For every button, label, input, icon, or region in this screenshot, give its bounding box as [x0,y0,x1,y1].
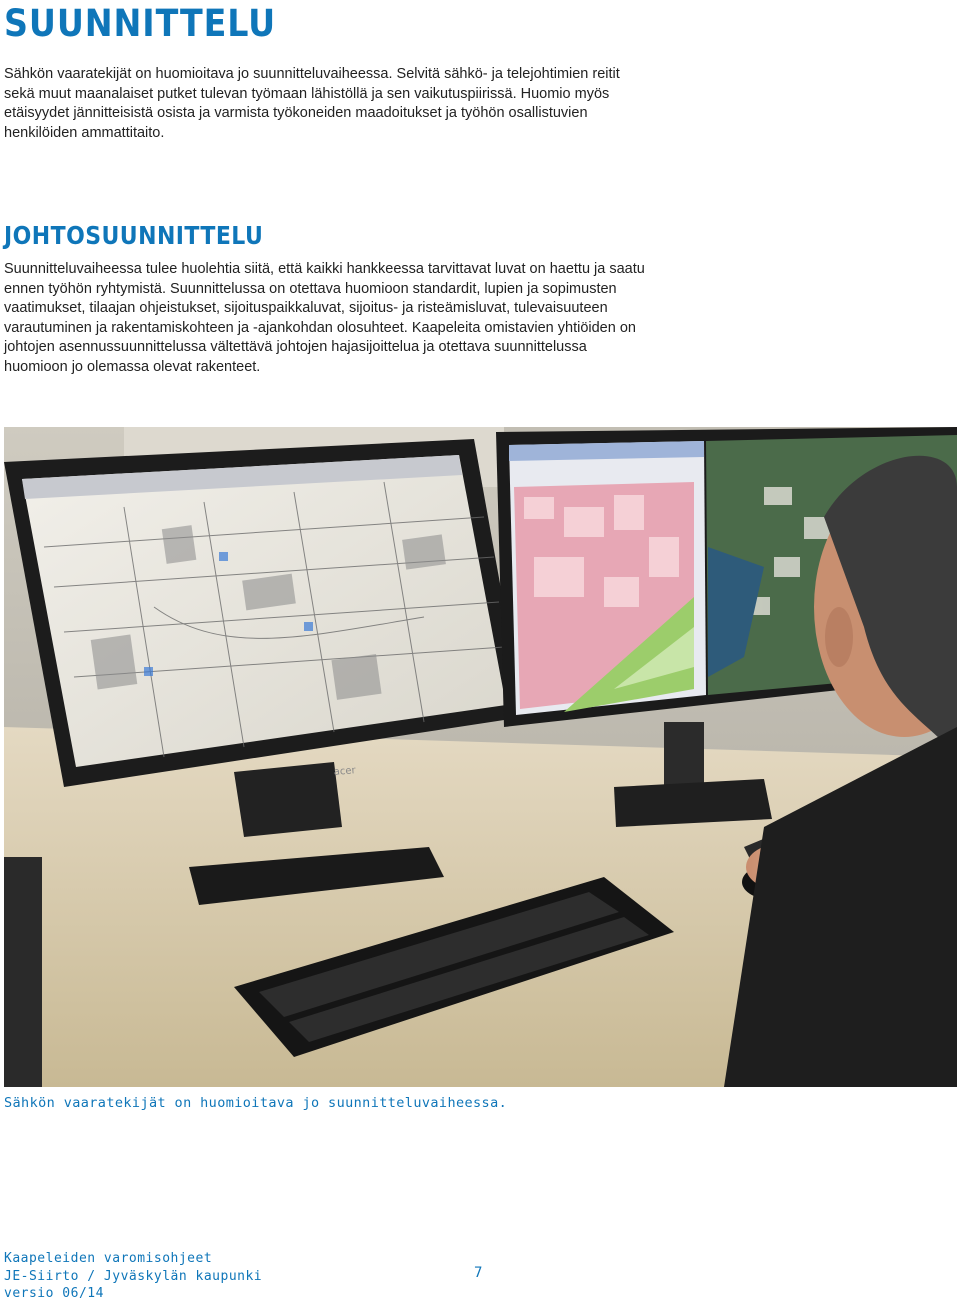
body-paragraph: Suunnitteluvaiheessa tulee huolehtia siitä, että kaikki hankkeessa tarvittavat luvat on haettu ja saatu ennen työhön ryhtymistä. Suunnittelussa on otettava huomioon standardit, lupien ja sopimusten vaatimukset, tilaajan ohjeistukset, sijoituspaikkaluvat, sijoitus- ja risteämisluvat, tulevaisuuteen varautuminen ja rakentamiskohteen ja -ajankohdan olosuhteet. Kaapeleita omistavien yhtiöiden on johtojen asennussuunnittelussa vältettävä johtojen hajasijoittelua ja otettava suunnittelussa huomioon jo olemassa olevat rakenteet. [4,261,645,375]
photo-caption: Sähkön vaaratekijät on huomioitava jo suunnitteluvaiheessa. [4,1095,508,1111]
footer-line-3: versio 06/14 [4,1286,104,1301]
footer-line-1: Kaapeleiden varomisohjeet [4,1251,213,1266]
section-heading: JOHTOSUUNNITTELU [4,221,264,250]
office-photo [4,427,957,1087]
page-number: 7 [474,1265,483,1281]
intro-paragraph: Sähkön vaaratekijät on huomioitava jo suunnitteluvaiheessa. Selvitä sähkö- ja telejohtimien reitit sekä muut maanalaiset putket tulevan työmaan lähistöllä ja sen vaikutuspiirissä. Huomio myös etäisyydet jännitteisistä osista ja varmista työkoneiden maadoitukset ja työhön osallistuvien henkilöiden ammattitaito. [4,66,620,141]
footer [4,1250,262,1303]
page-title: SUUNNITTELU [4,2,277,45]
footer-line-2: JE-Siirto / Jyväskylän kaupunki [4,1268,263,1284]
monitor-brand-label: acer [333,765,357,778]
